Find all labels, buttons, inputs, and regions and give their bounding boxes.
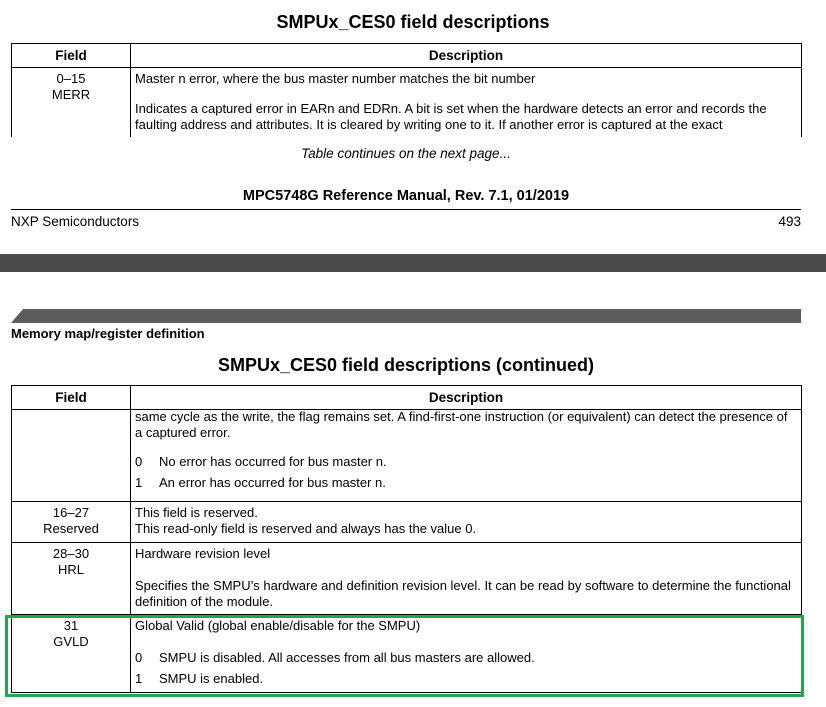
field-name: HRL <box>57 562 84 577</box>
table-row <box>12 502 802 543</box>
column-header-field: Field <box>12 386 131 410</box>
field-range: 0–15 <box>56 71 86 86</box>
description-cell <box>131 68 802 138</box>
value-row <box>135 475 797 491</box>
footer-rule <box>11 209 801 210</box>
page-divider <box>0 254 826 272</box>
value-row <box>135 454 797 470</box>
table-row <box>12 410 802 502</box>
description-title: Hardware revision level <box>135 546 271 561</box>
description-text: Specifies the SMPU’s hardware and definition revision level. It can be read by software to determine the functional definition of the module. <box>135 578 791 609</box>
description-line: This field is reserved. <box>135 505 258 520</box>
field-name: MERR <box>51 87 91 102</box>
table-row <box>12 68 802 138</box>
field-table <box>11 43 802 137</box>
value-meaning: An error has occurred for bus master n. <box>159 475 386 490</box>
value-meaning: SMPU is disabled. All accesses from all bus masters are allowed. <box>159 650 535 665</box>
manual-title: MPC5748G Reference Manual, Rev. 7.1, 01/2019 <box>242 188 570 204</box>
value-meaning: SMPU is enabled. <box>159 671 264 686</box>
table-continues-note: Table continues on the next page... <box>301 146 511 161</box>
field-cell <box>12 68 131 138</box>
field-cell <box>12 543 131 615</box>
description-cell <box>131 502 802 543</box>
value-code: 1 <box>135 671 143 686</box>
field-name: Reserved <box>43 521 99 536</box>
table-title: SMPUx_CES0 field descriptions <box>276 12 550 32</box>
section-header: Memory map/register definition <box>11 326 205 341</box>
description-line: Indicates a captured error in EARn and EDRn. A bit is set when the hardware detects an error and records the faulting address and attributes. It is cleared by writing one to it. If another error is captured at the exact <box>135 101 767 132</box>
table-title: SMPUx_CES0 field descriptions (continued) <box>217 355 595 375</box>
field-cell <box>12 502 131 543</box>
description-line: This read-only field is reserved and always has the value 0. <box>135 521 477 536</box>
field-cell <box>12 410 131 502</box>
column-header-description: Description <box>131 386 802 410</box>
description-cell <box>131 543 802 615</box>
description-title: Global Valid (global enable/disable for the SMPU) <box>135 618 421 633</box>
description-text: same cycle as the write, the flag remains set. A find-first-one instruction (or equivalent) can detect the presence of a captured error. <box>135 409 788 440</box>
value-meaning: No error has occurred for bus master n. <box>159 454 387 469</box>
field-range: 31 <box>63 618 79 633</box>
table-row <box>12 543 802 615</box>
column-header-field: Field <box>12 44 131 68</box>
page-number: 493 <box>778 214 801 229</box>
column-header-description: Description <box>131 44 802 68</box>
description-cell <box>131 410 802 502</box>
section-bar <box>11 309 801 323</box>
description-line: Master n error, where the bus master number matches the bit number <box>135 71 536 86</box>
highlight-box <box>5 615 804 697</box>
value-code: 0 <box>135 454 143 469</box>
publisher: NXP Semiconductors <box>11 214 140 229</box>
value-code: 0 <box>135 650 143 665</box>
field-range: 28–30 <box>52 546 90 561</box>
value-code: 1 <box>135 475 143 490</box>
field-range: 16–27 <box>52 505 90 520</box>
field-name: GVLD <box>53 634 89 649</box>
